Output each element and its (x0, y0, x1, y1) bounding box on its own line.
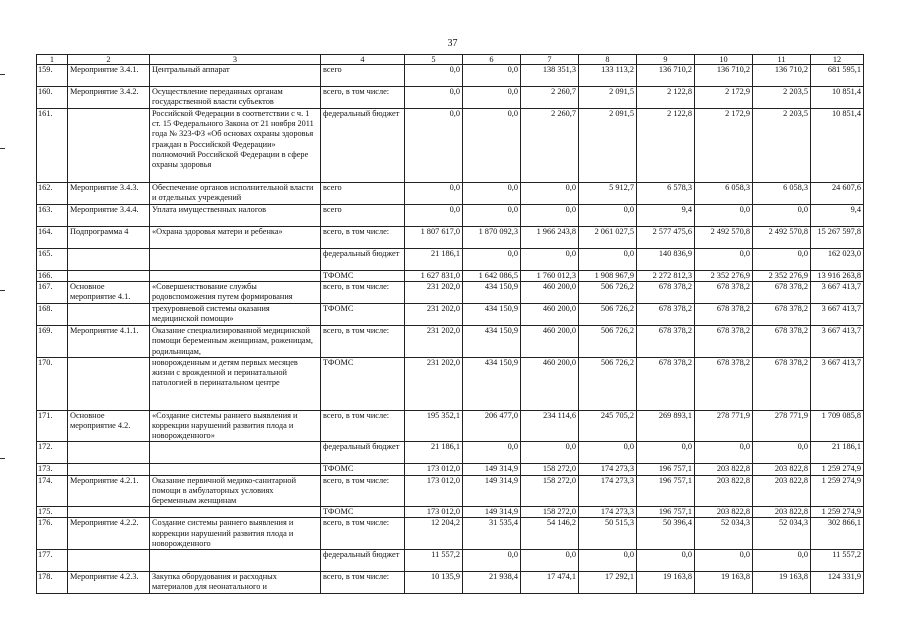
value-cell: 173 012,0 (405, 507, 463, 518)
value-cell: 21 186,1 (405, 442, 463, 464)
value-cell: 0,0 (753, 249, 811, 271)
value-cell: 1 966 243,8 (521, 227, 579, 249)
value-cell: 2 122,8 (637, 109, 695, 183)
value-cell: 10 851,4 (811, 87, 864, 109)
value-cell: 11 557,2 (405, 550, 463, 572)
value-cell: 678 378,2 (753, 304, 811, 326)
value-cell: 0,0 (463, 249, 521, 271)
table-row (37, 183, 864, 205)
value-cell: 678 378,2 (695, 357, 753, 410)
value-cell: 681 595,1 (811, 65, 864, 87)
value-cell: 434 150,9 (463, 304, 521, 326)
row-number: 167. (37, 282, 68, 304)
value-cell: 203 822,8 (753, 475, 811, 507)
value-cell: 2 577 475,6 (637, 227, 695, 249)
value-cell: 52 034,3 (695, 518, 753, 550)
table-row (37, 87, 864, 109)
funding-source: всего, в том числе: (321, 326, 405, 358)
row-number: 160. (37, 87, 68, 109)
value-cell: 678 378,2 (695, 282, 753, 304)
activity-description: Закупка оборудования и расходных материалов для неонатального и (150, 572, 321, 594)
value-cell: 678 378,2 (695, 304, 753, 326)
value-cell: 2 492 570,8 (695, 227, 753, 249)
funding-source: федеральный бюджет (321, 550, 405, 572)
value-cell: 133 113,2 (579, 65, 637, 87)
value-cell: 678 378,2 (637, 357, 695, 410)
value-cell: 434 150,9 (463, 326, 521, 358)
value-cell: 0,0 (695, 205, 753, 227)
table-row (37, 464, 864, 475)
value-cell: 460 200,0 (521, 357, 579, 410)
funding-source: всего (321, 65, 405, 87)
value-cell: 678 378,2 (695, 326, 753, 358)
value-cell: 2 260,7 (521, 87, 579, 109)
funding-source: ТФОМС (321, 464, 405, 475)
value-cell: 678 378,2 (753, 326, 811, 358)
value-cell: 1 627 831,0 (405, 271, 463, 282)
value-cell: 0,0 (695, 249, 753, 271)
value-cell: 173 012,0 (405, 464, 463, 475)
column-number: 10 (695, 55, 753, 65)
value-cell: 2 122,8 (637, 87, 695, 109)
value-cell: 149 314,9 (463, 464, 521, 475)
funding-source: всего, в том числе: (321, 572, 405, 594)
table-row (37, 550, 864, 572)
row-number: 161. (37, 109, 68, 183)
activity-description (150, 271, 321, 282)
value-cell: 15 267 597,8 (811, 227, 864, 249)
activity-description: Оказание первичной медико-санитарной помощи в амбулаторных условиях беременным женщинам (150, 475, 321, 507)
value-cell: 278 771,9 (753, 410, 811, 442)
value-cell: 0,0 (579, 442, 637, 464)
value-cell: 149 314,9 (463, 475, 521, 507)
value-cell: 2 091,5 (579, 109, 637, 183)
value-cell: 434 150,9 (463, 357, 521, 410)
activity-name (68, 304, 150, 326)
table-row (37, 572, 864, 594)
value-cell: 0,0 (405, 109, 463, 183)
activity-name: Мероприятие 3.4.2. (68, 87, 150, 109)
value-cell: 0,0 (463, 87, 521, 109)
value-cell: 6 058,3 (695, 183, 753, 205)
table-row (37, 518, 864, 550)
activity-name: Мероприятие 4.2.2. (68, 518, 150, 550)
value-cell: 0,0 (463, 183, 521, 205)
row-number: 169. (37, 326, 68, 358)
binder-mark (0, 74, 5, 75)
row-number: 174. (37, 475, 68, 507)
value-cell: 196 757,1 (637, 464, 695, 475)
value-cell: 506 726,2 (579, 357, 637, 410)
value-cell: 269 893,1 (637, 410, 695, 442)
value-cell: 2 203,5 (753, 87, 811, 109)
value-cell: 3 667 413,7 (811, 357, 864, 410)
activity-description (150, 507, 321, 518)
value-cell: 0,0 (521, 205, 579, 227)
value-cell: 434 150,9 (463, 282, 521, 304)
funding-source: всего, в том числе: (321, 410, 405, 442)
activity-name (68, 442, 150, 464)
row-number: 176. (37, 518, 68, 550)
column-number-row (37, 55, 864, 65)
row-number: 177. (37, 550, 68, 572)
value-cell: 0,0 (521, 442, 579, 464)
activity-description (150, 464, 321, 475)
value-cell: 173 012,0 (405, 475, 463, 507)
activity-name: Мероприятие 3.4.4. (68, 205, 150, 227)
value-cell: 54 146,2 (521, 518, 579, 550)
binder-mark (0, 148, 5, 149)
table-row (37, 65, 864, 87)
table-row (37, 109, 864, 183)
table-row (37, 357, 864, 410)
activity-description: Осуществление переданных органам государственной власти субъектов (150, 87, 321, 109)
value-cell: 0,0 (463, 442, 521, 464)
funding-source: всего, в том числе: (321, 87, 405, 109)
value-cell: 206 477,0 (463, 410, 521, 442)
row-number: 172. (37, 442, 68, 464)
column-number: 6 (463, 55, 521, 65)
activity-description: новорожденным и детям первых месяцев жизни с врожденной и перинатальной патологией в перинатальном центре (150, 357, 321, 410)
value-cell: 203 822,8 (695, 507, 753, 518)
table-row (37, 304, 864, 326)
activity-name: Мероприятие 3.4.1. (68, 65, 150, 87)
value-cell: 158 272,0 (521, 507, 579, 518)
row-number: 173. (37, 464, 68, 475)
column-number: 2 (68, 55, 150, 65)
value-cell: 3 667 413,7 (811, 326, 864, 358)
table-row (37, 282, 864, 304)
activity-name (68, 550, 150, 572)
table-row (37, 442, 864, 464)
value-cell: 234 114,6 (521, 410, 579, 442)
activity-description: Центральный аппарат (150, 65, 321, 87)
value-cell: 0,0 (753, 550, 811, 572)
activity-name: Мероприятие 3.4.3. (68, 183, 150, 205)
activity-description: трехуровневой системы оказания медицинской помощи» (150, 304, 321, 326)
value-cell: 203 822,8 (695, 475, 753, 507)
value-cell: 231 202,0 (405, 357, 463, 410)
value-cell: 140 836,9 (637, 249, 695, 271)
value-cell: 678 378,2 (753, 357, 811, 410)
funding-source: всего, в том числе: (321, 282, 405, 304)
value-cell: 9,4 (811, 205, 864, 227)
activity-description (150, 249, 321, 271)
value-cell: 2 352 276,9 (753, 271, 811, 282)
value-cell: 231 202,0 (405, 282, 463, 304)
funding-source: федеральный бюджет (321, 249, 405, 271)
value-cell: 506 726,2 (579, 304, 637, 326)
table-row (37, 249, 864, 271)
value-cell: 196 757,1 (637, 475, 695, 507)
value-cell: 24 607,6 (811, 183, 864, 205)
table-row (37, 227, 864, 249)
value-cell: 3 667 413,7 (811, 282, 864, 304)
value-cell: 0,0 (637, 550, 695, 572)
value-cell: 195 352,1 (405, 410, 463, 442)
value-cell: 2 492 570,8 (753, 227, 811, 249)
row-number: 166. (37, 271, 68, 282)
value-cell: 149 314,9 (463, 507, 521, 518)
row-number: 164. (37, 227, 68, 249)
value-cell: 0,0 (463, 205, 521, 227)
value-cell: 203 822,8 (753, 464, 811, 475)
value-cell: 162 023,0 (811, 249, 864, 271)
funding-source: всего, в том числе: (321, 475, 405, 507)
value-cell: 245 705,2 (579, 410, 637, 442)
value-cell: 6 578,3 (637, 183, 695, 205)
value-cell: 1 807 617,0 (405, 227, 463, 249)
value-cell: 678 378,2 (637, 326, 695, 358)
activity-description (150, 550, 321, 572)
activity-description: Обеспечение органов исполнительной власти и отдельных учреждений (150, 183, 321, 205)
value-cell: 1 642 086,5 (463, 271, 521, 282)
activity-name: Мероприятие 4.2.3. (68, 572, 150, 594)
value-cell: 158 272,0 (521, 475, 579, 507)
activity-name: Мероприятие 4.1.1. (68, 326, 150, 358)
funding-source: ТФОМС (321, 507, 405, 518)
row-number: 175. (37, 507, 68, 518)
activity-description: «Создание системы раннего выявления и коррекции нарушений развития плода и новорожденного» (150, 410, 321, 442)
value-cell: 2 172,9 (695, 87, 753, 109)
table-row (37, 507, 864, 518)
binder-mark (0, 290, 5, 291)
value-cell: 0,0 (405, 87, 463, 109)
column-number: 9 (637, 55, 695, 65)
activity-name (68, 109, 150, 183)
value-cell: 506 726,2 (579, 282, 637, 304)
activity-name (68, 464, 150, 475)
value-cell: 138 351,3 (521, 65, 579, 87)
value-cell: 0,0 (405, 183, 463, 205)
value-cell: 196 757,1 (637, 507, 695, 518)
value-cell: 13 916 263,8 (811, 271, 864, 282)
column-number: 4 (321, 55, 405, 65)
value-cell: 2 352 276,9 (695, 271, 753, 282)
value-cell: 0,0 (579, 205, 637, 227)
column-number: 5 (405, 55, 463, 65)
value-cell: 50 515,3 (579, 518, 637, 550)
row-number: 178. (37, 572, 68, 594)
value-cell: 460 200,0 (521, 282, 579, 304)
page-number: 37 (447, 38, 458, 49)
value-cell: 9,4 (637, 205, 695, 227)
value-cell: 17 474,1 (521, 572, 579, 594)
value-cell: 1 870 092,3 (463, 227, 521, 249)
value-cell: 203 822,8 (695, 464, 753, 475)
activity-description: Российской Федерации в соответствии с ч. 1 ст. 15 Федерального Закона от 21 ноября 2011 года № 323-ФЗ «Об основах охраны здоровья граждан в Российской Федерации» полномочий Российской Федерации в сфере охраны здоровья (150, 109, 321, 183)
funding-source: всего (321, 183, 405, 205)
value-cell: 174 273,3 (579, 507, 637, 518)
row-number: 170. (37, 357, 68, 410)
value-cell: 0,0 (695, 550, 753, 572)
value-cell: 136 710,2 (637, 65, 695, 87)
value-cell: 19 163,8 (637, 572, 695, 594)
activity-name (68, 507, 150, 518)
value-cell: 0,0 (463, 109, 521, 183)
activity-name: Подпрограмма 4 (68, 227, 150, 249)
funding-source: ТФОМС (321, 357, 405, 410)
activity-name: Основное мероприятие 4.2. (68, 410, 150, 442)
row-number: 162. (37, 183, 68, 205)
value-cell: 50 396,4 (637, 518, 695, 550)
value-cell: 302 866,1 (811, 518, 864, 550)
value-cell: 0,0 (521, 183, 579, 205)
activity-name (68, 271, 150, 282)
binder-mark (0, 458, 5, 459)
row-number: 163. (37, 205, 68, 227)
column-number: 8 (579, 55, 637, 65)
value-cell: 1 760 012,3 (521, 271, 579, 282)
value-cell: 2 203,5 (753, 109, 811, 183)
value-cell: 1 709 085,8 (811, 410, 864, 442)
value-cell: 460 200,0 (521, 304, 579, 326)
value-cell: 0,0 (753, 205, 811, 227)
value-cell: 10 135,9 (405, 572, 463, 594)
row-number: 168. (37, 304, 68, 326)
activity-name: Мероприятие 4.2.1. (68, 475, 150, 507)
table-row (37, 326, 864, 358)
value-cell: 136 710,2 (695, 65, 753, 87)
activity-description: Оказание специализированной медицинской помощи беременным женщинам, роженицам, родильницам, (150, 326, 321, 358)
activity-description: «Охрана здоровья матери и ребенка» (150, 227, 321, 249)
row-number: 165. (37, 249, 68, 271)
value-cell: 21 938,4 (463, 572, 521, 594)
value-cell: 231 202,0 (405, 326, 463, 358)
value-cell: 21 186,1 (811, 442, 864, 464)
column-number: 7 (521, 55, 579, 65)
value-cell: 2 272 812,3 (637, 271, 695, 282)
table-row (37, 271, 864, 282)
activity-description: Уплата имущественных налогов (150, 205, 321, 227)
value-cell: 0,0 (463, 65, 521, 87)
funding-source: федеральный бюджет (321, 442, 405, 464)
row-number: 159. (37, 65, 68, 87)
funding-source: всего (321, 205, 405, 227)
budget-table (36, 54, 864, 594)
activity-description: «Совершенствование службы родовспоможения путем формирования (150, 282, 321, 304)
value-cell: 0,0 (695, 442, 753, 464)
value-cell: 1 259 274,9 (811, 475, 864, 507)
column-number: 3 (150, 55, 321, 65)
value-cell: 10 851,4 (811, 109, 864, 183)
value-cell: 678 378,2 (753, 282, 811, 304)
value-cell: 0,0 (521, 550, 579, 572)
value-cell: 460 200,0 (521, 326, 579, 358)
value-cell: 1 259 274,9 (811, 464, 864, 475)
column-number: 11 (753, 55, 811, 65)
value-cell: 11 557,2 (811, 550, 864, 572)
value-cell: 2 172,9 (695, 109, 753, 183)
activity-name: Основное мероприятие 4.1. (68, 282, 150, 304)
value-cell: 231 202,0 (405, 304, 463, 326)
value-cell: 17 292,1 (579, 572, 637, 594)
value-cell: 0,0 (405, 205, 463, 227)
value-cell: 52 034,3 (753, 518, 811, 550)
value-cell: 124 331,9 (811, 572, 864, 594)
value-cell: 6 058,3 (753, 183, 811, 205)
activity-name (68, 357, 150, 410)
funding-source: федеральный бюджет (321, 109, 405, 183)
value-cell: 678 378,2 (637, 304, 695, 326)
value-cell: 19 163,8 (695, 572, 753, 594)
value-cell: 2 260,7 (521, 109, 579, 183)
value-cell: 1 259 274,9 (811, 507, 864, 518)
value-cell: 506 726,2 (579, 326, 637, 358)
value-cell: 0,0 (463, 550, 521, 572)
value-cell: 12 204,2 (405, 518, 463, 550)
value-cell: 174 273,3 (579, 464, 637, 475)
value-cell: 2 061 027,5 (579, 227, 637, 249)
value-cell: 136 710,2 (753, 65, 811, 87)
funding-source: ТФОМС (321, 271, 405, 282)
value-cell: 203 822,8 (753, 507, 811, 518)
value-cell: 2 091,5 (579, 87, 637, 109)
column-number: 12 (811, 55, 864, 65)
value-cell: 0,0 (405, 65, 463, 87)
value-cell: 0,0 (637, 442, 695, 464)
table-row (37, 410, 864, 442)
activity-description: Создание системы раннего выявления и коррекции нарушений развития плода и новорожденного (150, 518, 321, 550)
value-cell: 3 667 413,7 (811, 304, 864, 326)
column-number: 1 (37, 55, 68, 65)
activity-description (150, 442, 321, 464)
value-cell: 678 378,2 (637, 282, 695, 304)
value-cell: 174 273,3 (579, 475, 637, 507)
value-cell: 5 912,7 (579, 183, 637, 205)
value-cell: 0,0 (753, 442, 811, 464)
funding-source: всего, в том числе: (321, 518, 405, 550)
table-row (37, 475, 864, 507)
value-cell: 21 186,1 (405, 249, 463, 271)
value-cell: 1 908 967,9 (579, 271, 637, 282)
row-number: 171. (37, 410, 68, 442)
value-cell: 278 771,9 (695, 410, 753, 442)
value-cell: 0,0 (579, 550, 637, 572)
funding-source: всего, в том числе: (321, 227, 405, 249)
activity-name (68, 249, 150, 271)
value-cell: 158 272,0 (521, 464, 579, 475)
table-row (37, 205, 864, 227)
funding-source: ТФОМС (321, 304, 405, 326)
value-cell: 0,0 (579, 249, 637, 271)
value-cell: 19 163,8 (753, 572, 811, 594)
value-cell: 31 535,4 (463, 518, 521, 550)
value-cell: 0,0 (521, 249, 579, 271)
